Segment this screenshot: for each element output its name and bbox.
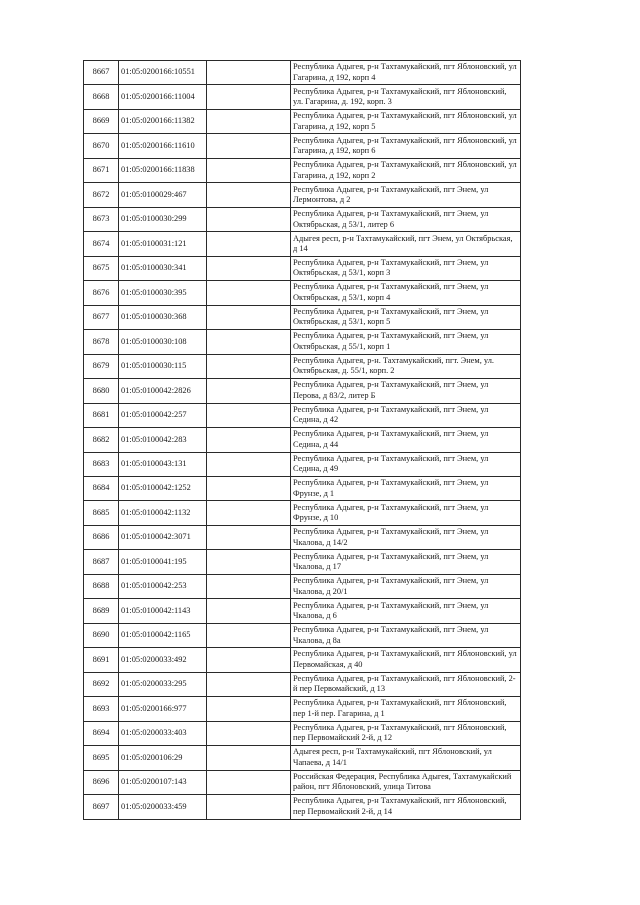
note-cell bbox=[207, 746, 291, 770]
table-row bbox=[84, 109, 521, 133]
note-cell bbox=[207, 623, 291, 647]
address-cell: Российская Федерация, Республика Адыгея, Тахтамукайский район, пгт Яблоновский, улица Титова bbox=[291, 770, 521, 794]
address-cell: Республика Адыгея, р-н Тахтамукайский, пгт Яблоновский, ул Первомайская, д 40 bbox=[291, 648, 521, 672]
cadastral-number: 01:05:0100030:108 bbox=[119, 330, 207, 354]
address-cell: Республика Адыгея, р-н Тахтамукайский, пгт Энем, ул Фрунзе, д 1 bbox=[291, 476, 521, 500]
table-row bbox=[84, 476, 521, 500]
address-cell: Адыгея респ, р-н Тахтамукайский, пгт Яблоновский, ул Чапаева, д 14/1 bbox=[291, 746, 521, 770]
table-row bbox=[84, 330, 521, 354]
table-row bbox=[84, 672, 521, 696]
table-row bbox=[84, 85, 521, 109]
note-cell bbox=[207, 770, 291, 794]
cadastral-number: 01:05:0200033:492 bbox=[119, 648, 207, 672]
row-number: 8693 bbox=[84, 697, 119, 721]
note-cell bbox=[207, 330, 291, 354]
table-row bbox=[84, 746, 521, 770]
note-cell bbox=[207, 795, 291, 819]
cadastral-number: 01:05:0100041:195 bbox=[119, 550, 207, 574]
address-cell: Республика Адыгея, р-н Тахтамукайский, пгт Энем, ул Чкалова, д 8а bbox=[291, 623, 521, 647]
address-cell: Республика Адыгея, р-н Тахтамукайский, пгт Энем, ул Чкалова, д 14/2 bbox=[291, 525, 521, 549]
cadastral-number: 01:05:0100042:1132 bbox=[119, 501, 207, 525]
address-cell: Адыгея респ, р-н Тахтамукайский, пгт Энем, ул Октябрьская, д 14 bbox=[291, 232, 521, 256]
note-cell bbox=[207, 648, 291, 672]
table-row bbox=[84, 648, 521, 672]
cadastral-number: 01:05:0200033:295 bbox=[119, 672, 207, 696]
table-row bbox=[84, 428, 521, 452]
address-cell: Республика Адыгея, р-н Тахтамукайский, пгт Энем, ул Октябрьская, д 55/1, корп 1 bbox=[291, 330, 521, 354]
row-number: 8669 bbox=[84, 109, 119, 133]
row-number: 8689 bbox=[84, 599, 119, 623]
cadastral-number: 01:05:0100029:467 bbox=[119, 183, 207, 207]
address-cell: Республика Адыгея, р-н Тахтамукайский, пгт Энем, ул Октябрьская, д 53/1, корп 4 bbox=[291, 281, 521, 305]
table-row bbox=[84, 305, 521, 329]
note-cell bbox=[207, 134, 291, 158]
row-number: 8672 bbox=[84, 183, 119, 207]
table-row bbox=[84, 379, 521, 403]
row-number: 8685 bbox=[84, 501, 119, 525]
note-cell bbox=[207, 550, 291, 574]
note-cell bbox=[207, 452, 291, 476]
address-cell: Республика Адыгея, р-н Тахтамукайский, пгт Энем, ул Чкалова, д 17 bbox=[291, 550, 521, 574]
registry-table bbox=[83, 60, 521, 820]
note-cell bbox=[207, 256, 291, 280]
cadastral-number: 01:05:0100030:341 bbox=[119, 256, 207, 280]
table-row bbox=[84, 281, 521, 305]
note-cell bbox=[207, 574, 291, 598]
row-number: 8690 bbox=[84, 623, 119, 647]
note-cell bbox=[207, 476, 291, 500]
table-row bbox=[84, 183, 521, 207]
registry-rows bbox=[84, 61, 521, 820]
cadastral-number: 01:05:0100030:115 bbox=[119, 354, 207, 378]
table-row bbox=[84, 599, 521, 623]
note-cell bbox=[207, 721, 291, 745]
row-number: 8688 bbox=[84, 574, 119, 598]
table-row bbox=[84, 403, 521, 427]
address-cell: Республика Адыгея, р-н Тахтамукайский, пгт Яблоновский, пер Первомайский 2-й, д 12 bbox=[291, 721, 521, 745]
cadastral-number: 01:05:0200106:29 bbox=[119, 746, 207, 770]
cadastral-number: 01:05:0200166:11382 bbox=[119, 109, 207, 133]
cadastral-number: 01:05:0200107:143 bbox=[119, 770, 207, 794]
table-row bbox=[84, 525, 521, 549]
cadastral-number: 01:05:0100042:1165 bbox=[119, 623, 207, 647]
row-number: 8692 bbox=[84, 672, 119, 696]
address-cell: Республика Адыгея, р-н Тахтамукайский, пгт Энем, ул Седина, д 44 bbox=[291, 428, 521, 452]
cadastral-number: 01:05:0100042:253 bbox=[119, 574, 207, 598]
address-cell: Республика Адыгея, р-н Тахтамукайский, пгт Яблоновский, 2-й пер Первомайский, д 13 bbox=[291, 672, 521, 696]
row-number: 8697 bbox=[84, 795, 119, 819]
row-number: 8686 bbox=[84, 525, 119, 549]
address-cell: Республика Адыгея, р-н. Тахтамукайский, пгт. Энем, ул. Октябрьская, д. 55/1, корп. 2 bbox=[291, 354, 521, 378]
table-row bbox=[84, 770, 521, 794]
address-cell: Республика Адыгея, р-н Тахтамукайский, пгт Энем, ул Седина, д 49 bbox=[291, 452, 521, 476]
table-row bbox=[84, 697, 521, 721]
address-cell: Республика Адыгея, р-н Тахтамукайский, пгт Яблоновский, пер Первомайский 2-й, д 14 bbox=[291, 795, 521, 819]
note-cell bbox=[207, 207, 291, 231]
note-cell bbox=[207, 672, 291, 696]
note-cell bbox=[207, 61, 291, 85]
note-cell bbox=[207, 428, 291, 452]
address-cell: Республика Адыгея, р-н Тахтамукайский, пгт Яблоновский, ул Гагарина, д 192, корп 6 bbox=[291, 134, 521, 158]
row-number: 8680 bbox=[84, 379, 119, 403]
cadastral-number: 01:05:0200166:11610 bbox=[119, 134, 207, 158]
address-cell: Республика Адыгея, р-н Тахтамукайский, пгт Энем, ул Октябрьская, д 53/1, корп 5 bbox=[291, 305, 521, 329]
row-number: 8668 bbox=[84, 85, 119, 109]
row-number: 8676 bbox=[84, 281, 119, 305]
table-row bbox=[84, 256, 521, 280]
table-row bbox=[84, 158, 521, 182]
row-number: 8683 bbox=[84, 452, 119, 476]
cadastral-number: 01:05:0100042:1143 bbox=[119, 599, 207, 623]
row-number: 8674 bbox=[84, 232, 119, 256]
table-row bbox=[84, 550, 521, 574]
cadastral-number: 01:05:0100042:1252 bbox=[119, 476, 207, 500]
address-cell: Республика Адыгея, р-н Тахтамукайский, пгт Энем, ул Чкалова, д 20/1 bbox=[291, 574, 521, 598]
row-number: 8673 bbox=[84, 207, 119, 231]
address-cell: Республика Адыгея, р-н Тахтамукайский, пгт Энем, ул Чкалова, д 6 bbox=[291, 599, 521, 623]
address-cell: Республика Адыгея, р-н Тахтамукайский, пгт Яблоновский, ул. Гагарина, д. 192, корп. 3 bbox=[291, 85, 521, 109]
cadastral-number: 01:05:0200033:459 bbox=[119, 795, 207, 819]
row-number: 8691 bbox=[84, 648, 119, 672]
address-cell: Республика Адыгея, р-н Тахтамукайский, пгт Яблоновский, пер 1-й пер. Гагарина, д 1 bbox=[291, 697, 521, 721]
address-cell: Республика Адыгея, р-н Тахтамукайский, пгт Яблоновский, ул Гагарина, д 192, корп 5 bbox=[291, 109, 521, 133]
cadastral-number: 01:05:0100043:131 bbox=[119, 452, 207, 476]
row-number: 8670 bbox=[84, 134, 119, 158]
address-cell: Республика Адыгея, р-н Тахтамукайский, пгт Энем, ул Перова, д 83/2, литер Б bbox=[291, 379, 521, 403]
note-cell bbox=[207, 85, 291, 109]
note-cell bbox=[207, 305, 291, 329]
note-cell bbox=[207, 281, 291, 305]
row-number: 8695 bbox=[84, 746, 119, 770]
note-cell bbox=[207, 697, 291, 721]
table-row bbox=[84, 207, 521, 231]
row-number: 8675 bbox=[84, 256, 119, 280]
note-cell bbox=[207, 232, 291, 256]
cadastral-number: 01:05:0100030:395 bbox=[119, 281, 207, 305]
row-number: 8696 bbox=[84, 770, 119, 794]
note-cell bbox=[207, 379, 291, 403]
row-number: 8687 bbox=[84, 550, 119, 574]
table-row bbox=[84, 623, 521, 647]
address-cell: Республика Адыгея, р-н Тахтамукайский, пгт Яблоновский, ул Гагарина, д 192, корп 4 bbox=[291, 61, 521, 85]
cadastral-number: 01:05:0100042:2826 bbox=[119, 379, 207, 403]
note-cell bbox=[207, 109, 291, 133]
cadastral-number: 01:05:0200166:977 bbox=[119, 697, 207, 721]
row-number: 8679 bbox=[84, 354, 119, 378]
row-number: 8667 bbox=[84, 61, 119, 85]
address-cell: Республика Адыгея, р-н Тахтамукайский, пгт Яблоновский, ул Гагарина, д 192, корп 2 bbox=[291, 158, 521, 182]
table-row bbox=[84, 721, 521, 745]
table-row bbox=[84, 452, 521, 476]
table-row bbox=[84, 232, 521, 256]
note-cell bbox=[207, 403, 291, 427]
row-number: 8682 bbox=[84, 428, 119, 452]
note-cell bbox=[207, 183, 291, 207]
address-cell: Республика Адыгея, р-н Тахтамукайский, пгт Энем, ул Октябрьская, д 53/1, литер 6 bbox=[291, 207, 521, 231]
cadastral-number: 01:05:0200166:11004 bbox=[119, 85, 207, 109]
table-row bbox=[84, 134, 521, 158]
note-cell bbox=[207, 501, 291, 525]
table-row bbox=[84, 574, 521, 598]
row-number: 8681 bbox=[84, 403, 119, 427]
table-row bbox=[84, 795, 521, 819]
note-cell bbox=[207, 158, 291, 182]
cadastral-number: 01:05:0200033:403 bbox=[119, 721, 207, 745]
row-number: 8677 bbox=[84, 305, 119, 329]
row-number: 8684 bbox=[84, 476, 119, 500]
cadastral-number: 01:05:0100042:283 bbox=[119, 428, 207, 452]
note-cell bbox=[207, 599, 291, 623]
address-cell: Республика Адыгея, р-н Тахтамукайский, пгт Энем, ул Лермонтова, д 2 bbox=[291, 183, 521, 207]
table-row bbox=[84, 501, 521, 525]
note-cell bbox=[207, 525, 291, 549]
row-number: 8671 bbox=[84, 158, 119, 182]
address-cell: Республика Адыгея, р-н Тахтамукайский, пгт Энем, ул Октябрьская, д 53/1, корп 3 bbox=[291, 256, 521, 280]
cadastral-number: 01:05:0100030:299 bbox=[119, 207, 207, 231]
note-cell bbox=[207, 354, 291, 378]
cadastral-number: 01:05:0100031:121 bbox=[119, 232, 207, 256]
address-cell: Республика Адыгея, р-н Тахтамукайский, пгт Энем, ул Фрунзе, д 10 bbox=[291, 501, 521, 525]
table-row bbox=[84, 61, 521, 85]
row-number: 8678 bbox=[84, 330, 119, 354]
cadastral-number: 01:05:0100042:257 bbox=[119, 403, 207, 427]
address-cell: Республика Адыгея, р-н Тахтамукайский, пгт Энем, ул Седина, д 42 bbox=[291, 403, 521, 427]
table-row bbox=[84, 354, 521, 378]
cadastral-number: 01:05:0200166:11838 bbox=[119, 158, 207, 182]
cadastral-number: 01:05:0200166:10551 bbox=[119, 61, 207, 85]
cadastral-number: 01:05:0100042:3071 bbox=[119, 525, 207, 549]
row-number: 8694 bbox=[84, 721, 119, 745]
cadastral-number: 01:05:0100030:368 bbox=[119, 305, 207, 329]
